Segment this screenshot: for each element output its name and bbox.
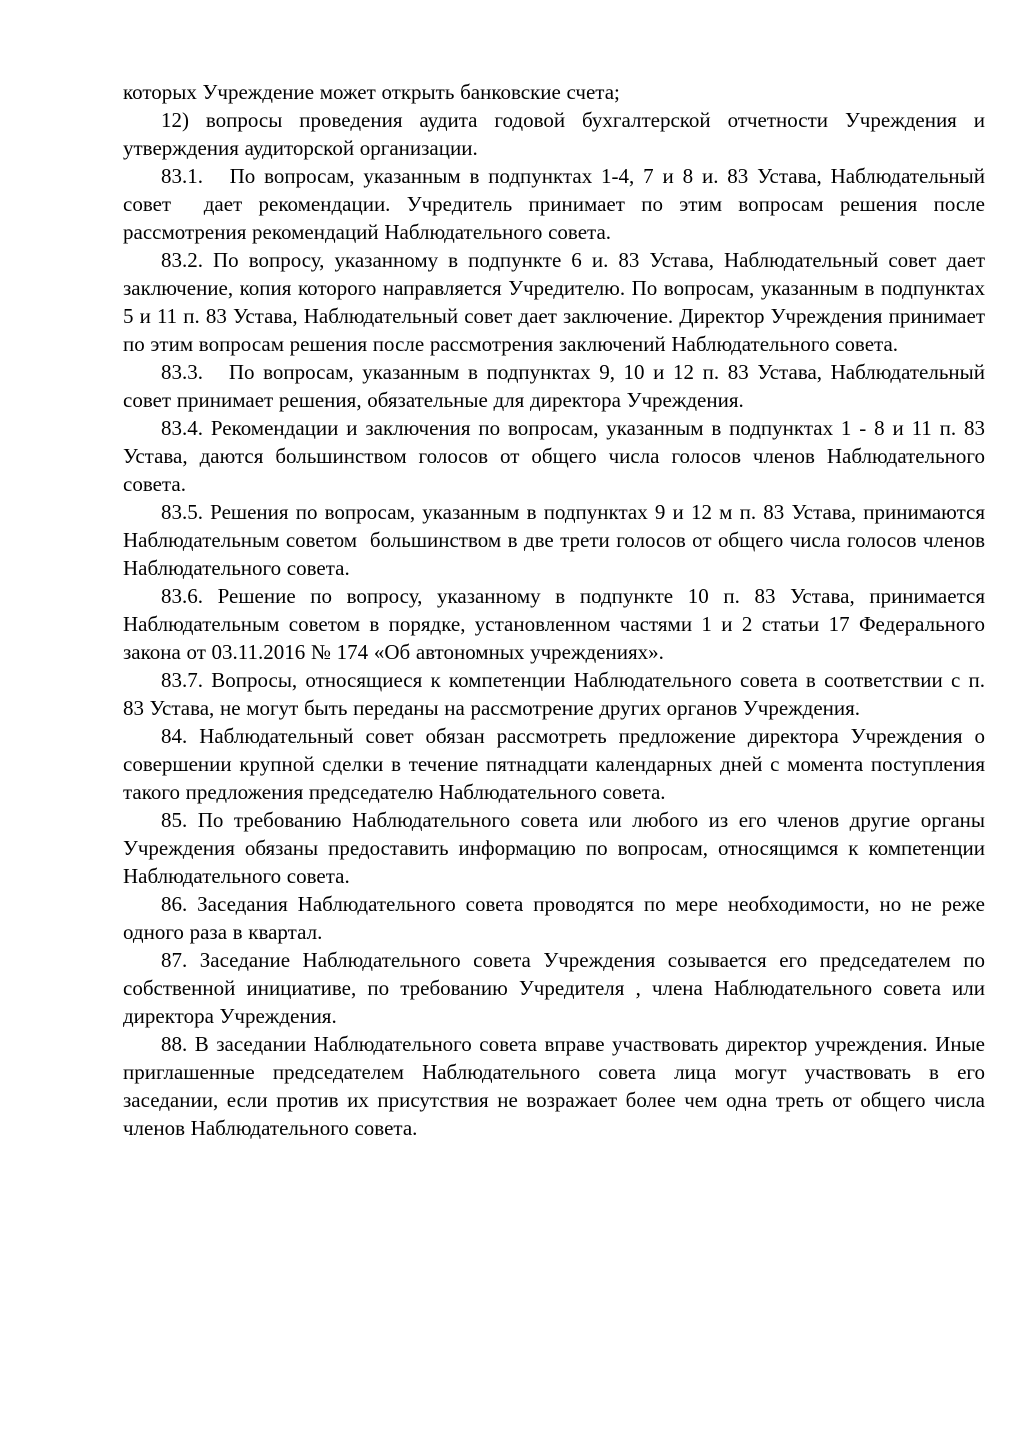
paragraph-88: 88. В заседании Наблюдательного совета вправе участвовать директор учреждения. Иные приглашенные председателем Наблюдательного совета лица могут участвовать в его заседании, если против их присутствия не возражает более чем одна треть от общего числа членов Наблюдательного совета. <box>123 1032 985 1140</box>
paragraph-83-6: 83.6. Решение по вопросу, указанному в подпункте 10 п. 83 Устава, принимается Наблюдательным советом в порядке, установленном частями 1 и 2 статьи 17 Федерального закона от 03.11.2016 № 174 «Об автономных учреждениях». <box>123 584 985 664</box>
document-body <box>123 78 985 1142</box>
paragraph-85: 85. По требованию Наблюдательного совета или любого из его членов другие органы Учреждения обязаны предоставить информацию по вопросам, относящимся к компетенции Наблюдательного совета. <box>123 808 985 888</box>
paragraph-83-3: 83.3. По вопросам, указанным в подпунктах 9, 10 и 12 п. 83 Устава, Наблюдательный совет принимает решения, обязательные для директора Учреждения. <box>123 360 985 412</box>
paragraph-item-12: 12) вопросы проведения аудита годовой бухгалтерской отчетности Учреждения и утверждения аудиторской организации. <box>123 108 985 160</box>
paragraph-83-7: 83.7. Вопросы, относящиеся к компетенции Наблюдательного совета в соответствии с п. 83 Устава, не могут быть переданы на рассмотрение других органов Учреждения. <box>123 668 985 720</box>
paragraph-83-5: 83.5. Решения по вопросам, указанным в подпунктах 9 и 12 м п. 83 Устава, принимаются Наблюдательным советом большинством в две трети голосов от общего числа голосов членов Наблюдательного совета. <box>123 500 985 580</box>
paragraph-continuation-bank-accounts: которых Учреждение может открыть банковские счета; <box>123 80 620 104</box>
paragraph-86: 86. Заседания Наблюдательного совета проводятся по мере необходимости, но не реже одного раза в квартал. <box>123 892 985 944</box>
paragraph-83-2: 83.2. По вопросу, указанному в подпункте 6 и. 83 Устава, Наблюдательный совет дает заключение, копия которого направляется Учредителю. По вопросам, указанным в подпунктах 5 и 11 п. 83 Устава, Наблюдательный совет дает заключение. Директор Учреждения принимает по этим вопросам решения после рассмотрения заключений Наблюдательного совета. <box>123 248 985 356</box>
paragraph-84: 84. Наблюдательный совет обязан рассмотреть предложение директора Учреждения о совершении крупной сделки в течение пятнадцати календарных дней с момента поступления такого предложения председателю Наблюдательного совета. <box>123 724 985 804</box>
paragraph-83-4: 83.4. Рекомендации и заключения по вопросам, указанным в подпунктах 1 - 8 и 11 п. 83 Устава, даются большинством голосов от общего числа голосов членов Наблюдательного совета. <box>123 416 985 496</box>
paragraph-87: 87. Заседание Наблюдательного совета Учреждения созывается его председателем по собственной инициативе, по требованию Учредителя , члена Наблюдательного совета или директора Учреждения. <box>123 948 985 1028</box>
paragraph-83-1: 83.1. По вопросам, указанным в подпунктах 1-4, 7 и 8 и. 83 Устава, Наблюдательный совет дает рекомендации. Учредитель принимает по этим вопросам решения после рассмотрения рекомендаций Наблюдательного совета. <box>123 164 985 244</box>
